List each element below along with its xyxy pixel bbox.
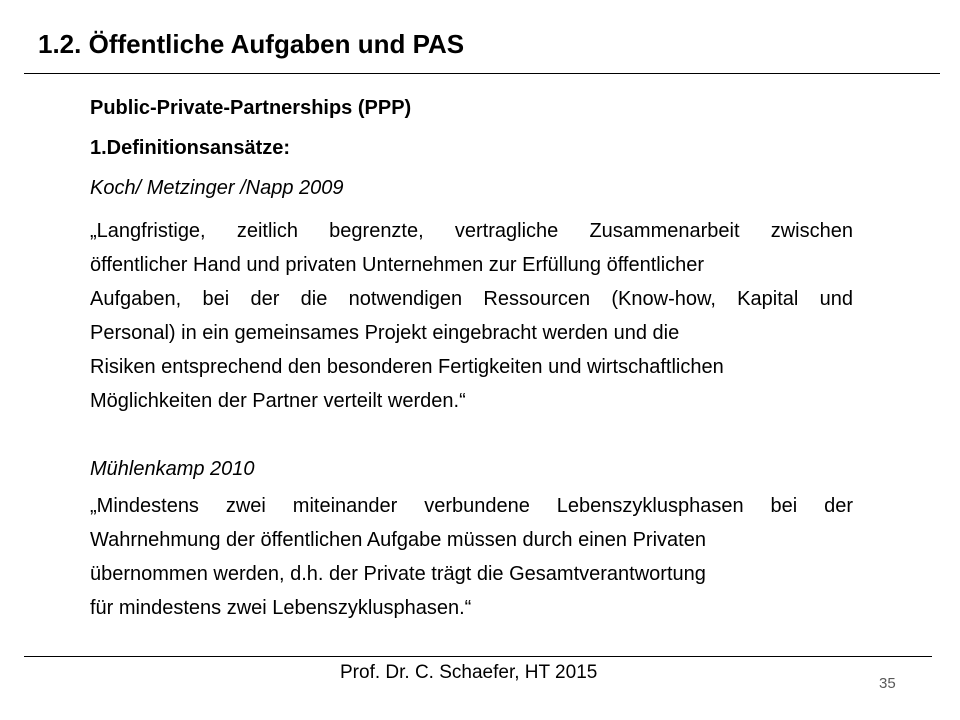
quote1-line: Möglichkeiten der Partner verteilt werden.“ bbox=[90, 390, 466, 412]
quote2-line: übernommen werden, d.h. der Private trägt die Gesamtverantwortung bbox=[90, 563, 706, 585]
footer-divider bbox=[24, 656, 932, 657]
title-divider bbox=[24, 73, 940, 74]
source1-author: Koch/ Metzinger /Napp 2009 bbox=[90, 177, 344, 199]
source2-author: Mühlenkamp 2010 bbox=[90, 458, 255, 480]
definitions-subheading-block bbox=[90, 134, 870, 162]
quote1-line: Aufgaben, bei der die notwendigen Ressourcen (Know-how, Kapital und bbox=[90, 288, 853, 310]
page-number: 35 bbox=[879, 675, 896, 692]
quote1-line: Personal) in ein gemeinsames Projekt eingebracht werden und die bbox=[90, 322, 680, 344]
source2-quote bbox=[90, 489, 870, 625]
quote1-line: „Langfristige, zeitlich begrenzte, vertragliche Zusammenarbeit zwischen bbox=[90, 220, 853, 242]
ppp-heading bbox=[90, 94, 870, 122]
quote2-line: „Mindestens zwei miteinander verbundene Lebenszyklusphasen bei der bbox=[90, 495, 853, 517]
quote2-line: Wahrnehmung der öffentlichen Aufgabe müssen durch einen Privaten bbox=[90, 529, 706, 551]
definitions-subheading: 1.Definitionsansätze: bbox=[90, 137, 291, 159]
quote2-line: für mindestens zwei Lebenszyklusphasen.“ bbox=[90, 597, 472, 619]
quote1-line: Risiken entsprechend den besonderen Fertigkeiten und wirtschaftlichen bbox=[90, 356, 724, 378]
source2-author-block bbox=[90, 455, 870, 483]
source1-author-block bbox=[90, 174, 870, 202]
source1-quote bbox=[90, 214, 870, 418]
section-heading: Public-Private-Partnerships (PPP) bbox=[90, 97, 412, 119]
slide-title: 1.2. Öffentliche Aufgaben und PAS bbox=[38, 29, 465, 59]
quote1-line: öffentlicher Hand und privaten Unternehmen zur Erfüllung öffentlicher bbox=[90, 254, 705, 276]
footer-author: Prof. Dr. C. Schaefer, HT 2015 bbox=[340, 662, 598, 683]
